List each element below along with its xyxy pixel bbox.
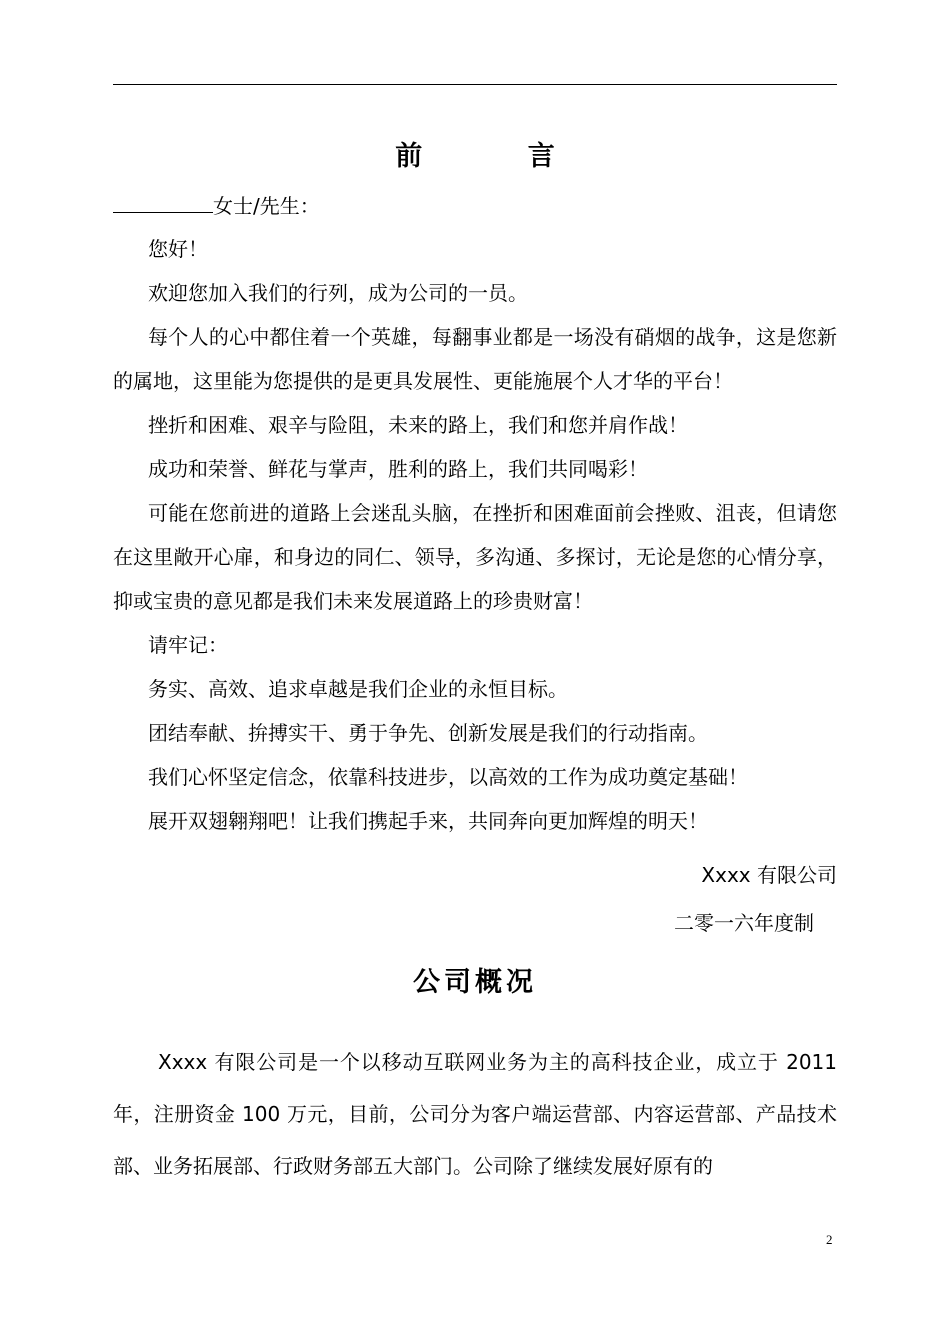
greeting: 您好！ xyxy=(148,237,208,261)
preface-paragraph-hero: 每个人的心中都住着一个英雄，每翻事业都是一场没有硝烟的战争，这是您新的属地，这里能为您提供的是更具发展性、更能施展个人才华的平台！ xyxy=(113,325,837,393)
preface-title: 前 言 xyxy=(395,141,603,172)
overview-title: 公司概况 xyxy=(413,967,537,998)
preface-paragraph-remember: 请牢记： xyxy=(148,633,228,657)
preface-paragraph-guideline: 团结奉献、拚搏实干、勇于争先、创新发展是我们的行动指南。 xyxy=(148,721,708,745)
overview-paragraph: Xxxx 有限公司是一个以移动互联网业务为主的高科技企业，成立于 2011 年，注册资金 100 万元，目前，公司分为客户端运营部、内容运营部、产品技术部、业务拓展部、行政财务部五大部门。公司除了继续发展好原有的 xyxy=(113,1050,837,1178)
salutation-text: 女士/先生： xyxy=(213,194,320,218)
name-blank xyxy=(113,192,213,213)
header-rule xyxy=(113,84,837,85)
salutation xyxy=(113,192,320,219)
page-number: 2 xyxy=(826,1232,833,1247)
signature-date: 二零一六年度制 xyxy=(674,911,814,935)
preface-paragraph-welcome: 欢迎您加入我们的行列，成为公司的一员。 xyxy=(148,281,528,305)
preface-paragraph-goal: 务实、高效、追求卓越是我们企业的永恒目标。 xyxy=(148,677,568,701)
signature-company: Xxxx 有限公司 xyxy=(701,863,837,887)
preface-paragraph-hardship: 挫折和困难、艰辛与险阻，未来的路上，我们和您并肩作战！ xyxy=(148,413,688,437)
preface-paragraph-honor: 成功和荣誉、鲜花与掌声，胜利的路上，我们共同喝彩！ xyxy=(148,457,648,481)
preface-paragraph-communicate: 可能在您前进的道路上会迷乱头脑，在挫折和困难面前会挫败、沮丧，但请您在这里敞开心扉，和身边的同仁、领导，多沟通、多探讨，无论是您的心情分享，抑或宝贵的意见都是我们未来发展道路上的珍贵财富！ xyxy=(113,501,837,613)
preface-paragraph-belief: 我们心怀坚定信念，依靠科技进步，以高效的工作为成功奠定基础！ xyxy=(148,765,748,789)
preface-paragraph-future: 展开双翅翱翔吧！让我们携起手来，共同奔向更加辉煌的明天！ xyxy=(148,809,708,833)
